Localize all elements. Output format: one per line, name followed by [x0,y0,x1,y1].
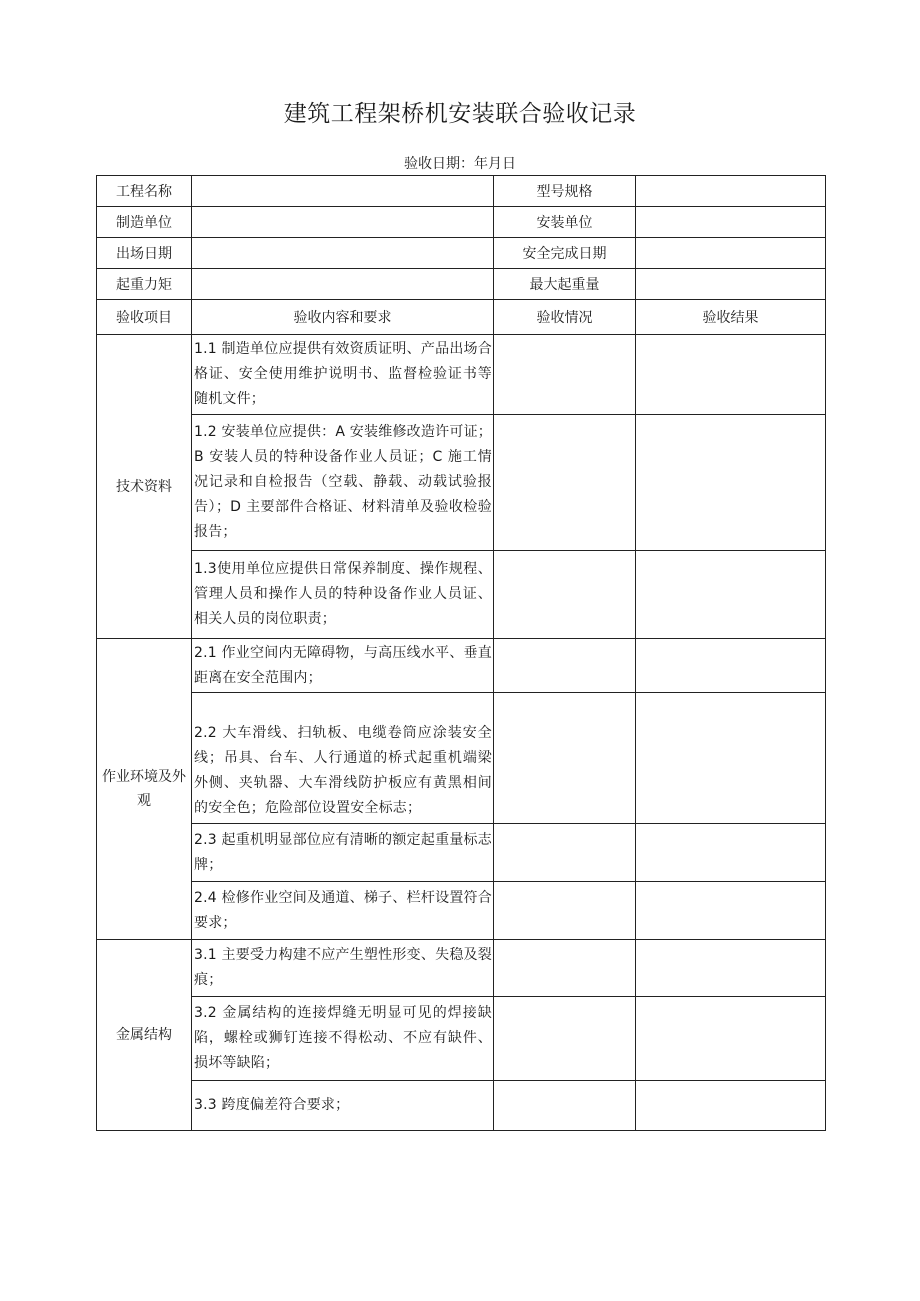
result-cell[interactable] [636,551,826,639]
header-content: 验收内容和要求 [192,300,494,335]
situation-cell[interactable] [494,1081,636,1131]
model-spec-value-cell[interactable] [636,176,826,207]
acceptance-date-line: 验收日期：年月日 [404,156,516,172]
max-load-label: 最大起重量 [494,269,636,300]
situation-cell[interactable] [494,997,636,1081]
situation-cell[interactable] [494,639,636,693]
situation-cell[interactable] [494,693,636,824]
situation-cell[interactable] [494,415,636,551]
table-row [97,997,826,1081]
completion-date-label: 安全完成日期 [494,238,636,269]
table-row [97,1081,826,1131]
lifting-moment-label: 起重力矩 [97,269,192,300]
requirement-3-2: 3.2 金属结构的连接焊缝无明显可见的焊接缺陷，螺栓或狮钉连接不得松动、不应有缺件、损坏等缺陷； [192,997,494,1081]
factory-date-value-cell[interactable] [192,238,494,269]
table-row [97,882,826,940]
requirement-1-2: 1.2 安装单位应提供：A 安装维修改造许可证；B 安装人员的特种设备作业人员证；C 施工情况记录和自检报告（空载、静载、动载试验报告）；D 主要部件合格证、材料清单及验收检验报告； [192,415,494,551]
project-name-value-cell[interactable] [192,176,494,207]
situation-cell[interactable] [494,940,636,997]
result-cell[interactable] [636,639,826,693]
category-technical-docs: 技术资料 [97,335,192,639]
result-cell[interactable] [636,693,826,824]
table-row [97,415,826,551]
situation-cell[interactable] [494,882,636,940]
installer-label: 安装单位 [494,207,636,238]
table-row [97,824,826,882]
factory-date-label: 出场日期 [97,238,192,269]
requirement-2-4: 2.4 检修作业空间及通道、梯子、栏杆设置符合要求； [192,882,494,940]
result-cell[interactable] [636,824,826,882]
requirement-2-1: 2.1 作业空间内无障碍物，与高压线水平、垂直距离在安全范围内； [192,639,494,693]
requirement-3-1: 3.1 主要受力构建不应产生塑性形变、失稳及裂痕； [192,940,494,997]
info-row-dates [97,238,826,269]
result-cell[interactable] [636,335,826,415]
requirement-2-2: 2.2 大车滑线、扫轨板、电缆卷筒应涂装安全线；吊具、台车、人行通道的桥式起重机端梁外侧、夹轨器、大车滑线防护板应有黄黑相间的安全色；危险部位设置安全标志； [192,693,494,824]
header-item: 验收项目 [97,300,192,335]
category-environment-appearance: 作业环境及外观 [97,639,192,940]
situation-cell[interactable] [494,335,636,415]
lifting-moment-value-cell[interactable] [192,269,494,300]
result-cell[interactable] [636,997,826,1081]
manufacturer-value-cell[interactable] [192,207,494,238]
table-row [97,940,826,997]
result-cell[interactable] [636,1081,826,1131]
result-cell[interactable] [636,940,826,997]
situation-cell[interactable] [494,551,636,639]
header-situation: 验收情况 [494,300,636,335]
requirement-2-3: 2.3 起重机明显部位应有清晰的额定起重量标志牌； [192,824,494,882]
acceptance-record-table [96,175,826,1131]
table-row [97,335,826,415]
column-header-row [97,300,826,335]
installer-value-cell[interactable] [636,207,826,238]
table-row [97,693,826,824]
info-row-manufacturer [97,207,826,238]
info-row-capacity [97,269,826,300]
document-title: 建筑工程架桥机安装联合验收记录 [283,101,637,127]
max-load-value-cell[interactable] [636,269,826,300]
category-metal-structure: 金属结构 [97,940,192,1131]
result-cell[interactable] [636,882,826,940]
table-row [97,551,826,639]
requirement-1-1: 1.1 制造单位应提供有效资质证明、产品出场合格证、安全使用维护说明书、监督检验证书等随机文件； [192,335,494,415]
project-name-label: 工程名称 [97,176,192,207]
completion-date-value-cell[interactable] [636,238,826,269]
result-cell[interactable] [636,415,826,551]
header-result: 验收结果 [636,300,826,335]
model-spec-label: 型号规格 [494,176,636,207]
info-row-project-name [97,176,826,207]
table-row [97,639,826,693]
requirement-3-3: 3.3 跨度偏差符合要求； [192,1081,494,1131]
requirement-1-3: 1.3使用单位应提供日常保养制度、操作规程、管理人员和操作人员的特种设备作业人员证、相关人员的岗位职责； [192,551,494,639]
situation-cell[interactable] [494,824,636,882]
manufacturer-label: 制造单位 [97,207,192,238]
